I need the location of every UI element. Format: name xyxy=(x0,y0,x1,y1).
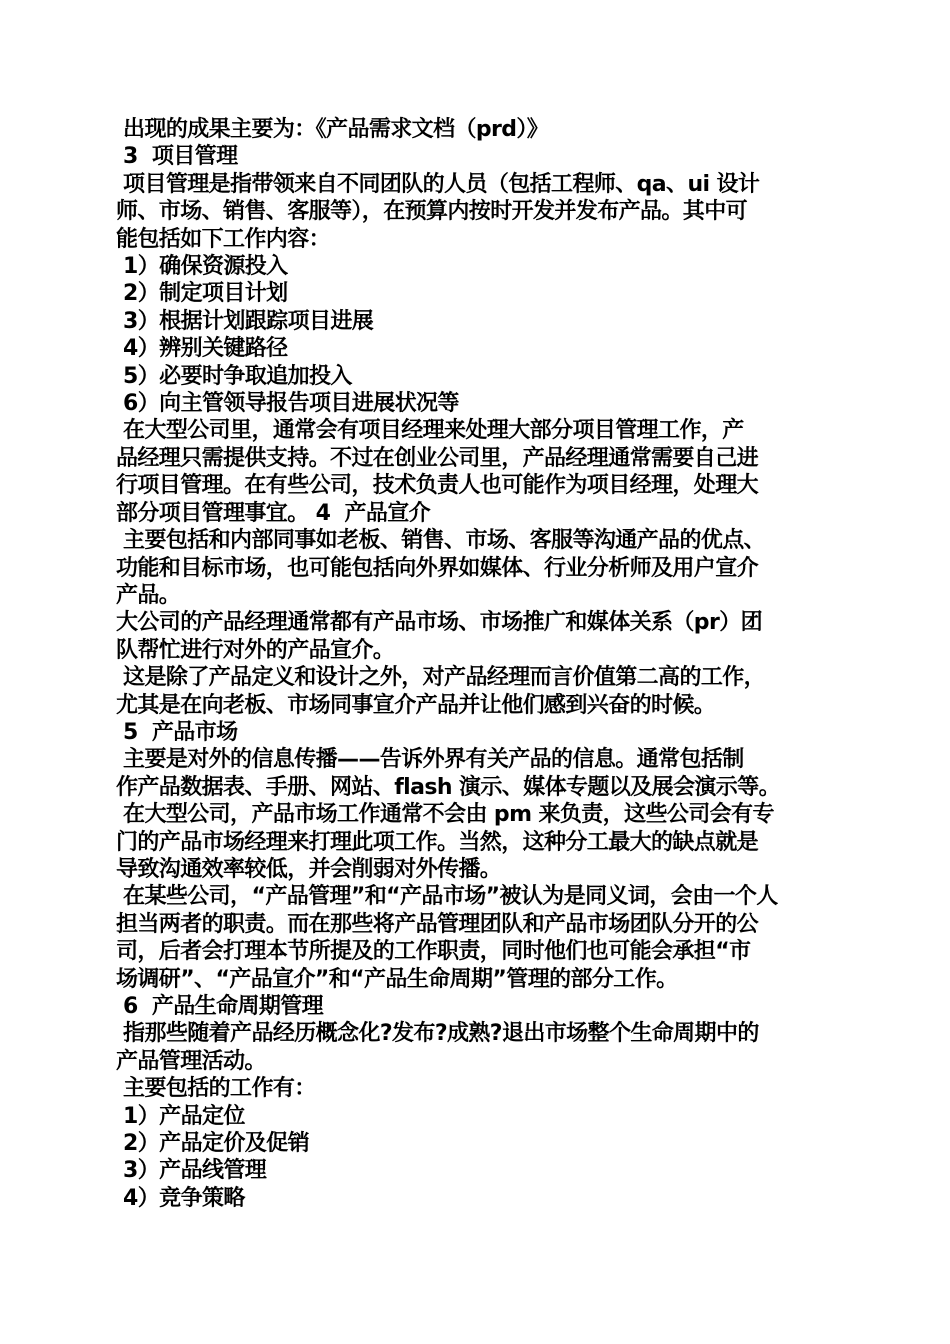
text-line: 品经理只需提供支持。不过在创业公司里，产品经理通常需要自己进 xyxy=(116,445,759,471)
text-line: 1）产品定位 xyxy=(116,1103,245,1129)
text-line: 4）竞争策略 xyxy=(116,1185,245,1211)
text-line: 主要包括的工作有： xyxy=(116,1076,316,1102)
text-line: 1）确保资源投入 xyxy=(116,254,288,280)
text-line: 指那些随着产品经历概念化?发布?成熟?退出市场整个生命周期中的 xyxy=(116,1021,759,1047)
text-line: 这是除了产品定义和设计之外，对产品经理而言价值第二高的工作， xyxy=(116,665,766,691)
text-line: 4）辨别关键路径 xyxy=(116,336,288,362)
text-line: 门的产品市场经理来打理此项工作。当然，这种分工最大的缺点就是 xyxy=(116,829,759,855)
text-line: 产品。 xyxy=(116,582,181,608)
text-line: 6）向主管领导报告项目进展状况等 xyxy=(116,391,459,417)
text-line: 产品管理活动。 xyxy=(116,1048,266,1074)
text-line: 主要是对外的信息传播——告诉外界有关产品的信息。通常包括制 xyxy=(116,747,744,773)
text-line: 主要包括和内部同事如老板、销售、市场、客服等沟通产品的优点、 xyxy=(116,528,766,554)
text-line: 司，后者会打理本节所提及的工作职责，同时他们也可能会承担“市 xyxy=(116,939,751,965)
text-line: 部分项目管理事宜。 4 产品宣介 xyxy=(116,500,431,526)
text-line: 功能和目标市场，也可能包括向外界如媒体、行业分析师及用户宣介 xyxy=(116,555,759,581)
text-line: 队帮忙进行对外的产品宣介。 xyxy=(116,637,395,663)
text-line: 2）产品定价及促销 xyxy=(116,1131,309,1157)
text-line: 在大型公司里，通常会有项目经理来处理大部分项目管理工作，产 xyxy=(116,418,744,444)
text-line: 在大型公司，产品市场工作通常不会由 pm 来负责，这些公司会有专 xyxy=(116,802,774,828)
text-line: 作产品数据表、手册、网站、flash 演示、媒体专题以及展会演示等。 xyxy=(116,774,780,800)
text-line: 3）产品线管理 xyxy=(116,1158,267,1184)
text-line: 3）根据计划跟踪项目进展 xyxy=(116,308,374,334)
text-line: 6 产品生命周期管理 xyxy=(116,994,324,1019)
text-line: 师、市场、销售、客服等），在预算内按时开发并发布产品。其中可 xyxy=(116,199,748,225)
text-line: 5）必要时争取追加投入 xyxy=(116,363,352,389)
text-line: 大公司的产品经理通常都有产品市场、市场推广和媒体关系（pr）团 xyxy=(116,610,763,636)
text-line: 2）制定项目计划 xyxy=(116,281,288,307)
text-line: 担当两者的职责。而在那些将产品管理团队和产品市场团队分开的公 xyxy=(116,911,759,937)
text-line: 在某些公司，“产品管理”和“产品市场”被认为是同义词，会由一个人 xyxy=(116,884,778,910)
text-line: 尤其是在向老板、市场同事宣介产品并让他们感到兴奋的时候。 xyxy=(116,692,716,718)
text-line: 能包括如下工作内容： xyxy=(116,226,331,252)
document-page xyxy=(116,116,836,1212)
text-line: 项目管理是指带领来自不同团队的人员（包括工程师、qa、ui 设计 xyxy=(116,171,760,197)
text-line: 5 产品市场 xyxy=(116,719,238,745)
text-line: 3 项目管理 xyxy=(116,144,238,170)
text-line: 场调研”、“产品宣介”和“产品生命周期”管理的部分工作。 xyxy=(116,966,678,992)
text-line: 行项目管理。在有些公司，技术负责人也可能作为项目经理，处理大 xyxy=(116,473,759,499)
text-line: 出现的成果主要为：《产品需求文档（prd）》 xyxy=(116,117,549,142)
text-line: 导致沟通效率较低，并会削弱对外传播。 xyxy=(116,856,502,882)
